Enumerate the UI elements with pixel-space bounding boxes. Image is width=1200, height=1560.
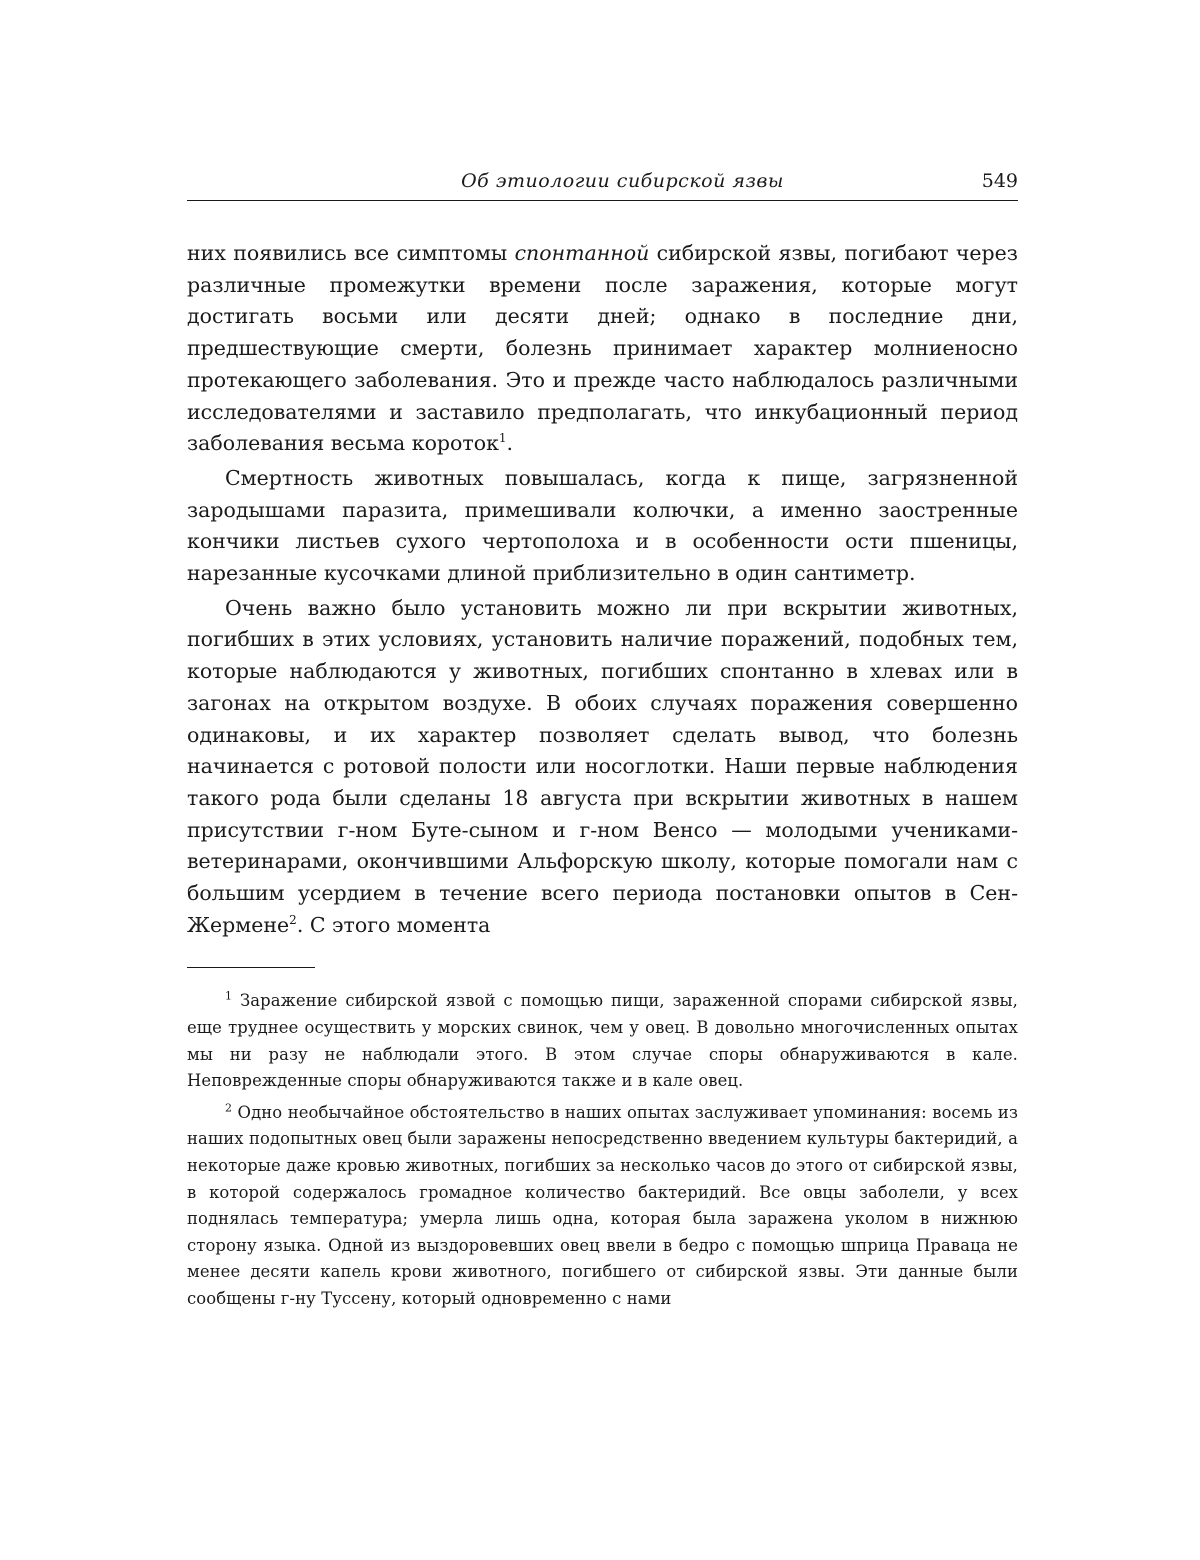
- footnote-ref-1[interactable]: 1: [498, 431, 507, 446]
- running-head: [187, 170, 1018, 200]
- main-text: [187, 238, 1018, 941]
- paragraph-1-text-b: сибирской язвы, погибают через различные промежутки времени после заражения, которые могут достигать восьми или десяти дней; однако в последние дни, предшествующие смерти, болезнь принимает характер молниеносно протекающего заболевания. Это и прежде часто наблюдалось различными исследователями и заставило предполагать, что инкубационный период заболевания весьма короток: [187, 241, 1018, 456]
- book-page: [187, 170, 1018, 1318]
- page-number: 549: [981, 170, 1018, 192]
- paragraph-3-text-a: Очень важно было установить можно ли при вскрытии животных, погибших в этих условиях, установить наличие поражений, подобных тем, которые наблюдаются у животных, погибших спонтанно в хлевах или в загонах на открытом воздухе. В обоих случаях поражения совершенно одинаковы, и их характер позволяет сделать вывод, что болезнь начинается с ротовой полости или носоглотки. Наши первые наблюдения такого рода были сделаны 18 августа при вскрытии животных в нашем присутствии г-ном Буте-сыном и г-ном Венсо — молодыми учениками-ветеринарами, окончившими Альфорскую школу, которые помогали нам с большим усердием в течение всего периода постановки опытов в Сен-Жермене: [187, 595, 1018, 937]
- emphasis-spontaneous: спонтанной: [514, 241, 650, 265]
- footnote-mark-2: 2: [225, 1101, 233, 1115]
- footnotes: [187, 988, 1018, 1312]
- paragraph-1: [187, 238, 1018, 460]
- paragraph-3: [187, 593, 1018, 942]
- paragraph-1-text-a: них появились все симптомы: [187, 241, 515, 265]
- footnote-rule: [187, 967, 315, 968]
- footnote-1-text: Заражение сибирской язвой с помощью пищи, зараженной спорами сибирской язвы, еще труднее осуществить у морских свинок, чем у овец. В довольно многочисленных опытах мы ни разу не наблюдали этого. В этом случае споры обнаруживаются в кале. Неповрежденные споры обнаруживаются также и в кале овец.: [187, 991, 1018, 1091]
- footnote-1: [187, 988, 1018, 1094]
- paragraph-2: Смертность животных повышалась, когда к пище, загрязненной зародышами паразита, примешивали колючки, а именно заостренные кончики листьев сухого чертополоха и в особенности ости пшеницы, нарезанные кусочками длиной приблизительно в один сантиметр.: [187, 465, 1018, 586]
- running-title: Об этиологии сибирской язвы: [461, 170, 784, 192]
- footnote-ref-2[interactable]: 2: [289, 912, 297, 927]
- footnote-mark-1: 1: [225, 990, 233, 1003]
- paragraph-3-text-b: . С этого момента: [296, 912, 491, 937]
- footnote-2: [187, 1100, 1018, 1313]
- header-rule: [187, 200, 1018, 201]
- footnote-2-text: Одно необычайное обстоятельство в наших опытах заслуживает упоминания: восемь из наших подопытных овец были заражены непосредственно введением культуры бактеридий, а некоторые даже кровью животных, погибших за несколько часов до этого от сибирской язвы, в которой содержалось громадное количество бактеридий. Все овцы заболели, у всех поднялась температура; умерла лишь одна, которая была заражена уколом в нижнюю сторону языка. Одной из выздоровевших овец ввели в бедро с помощью шприца Праваца не менее десяти капель крови животного, погибшего от сибирской язвы. Эти данные были сообщены г-ну Туссену, который одновременно с нами: [187, 1102, 1018, 1308]
- paragraph-1-end: .: [506, 431, 514, 456]
